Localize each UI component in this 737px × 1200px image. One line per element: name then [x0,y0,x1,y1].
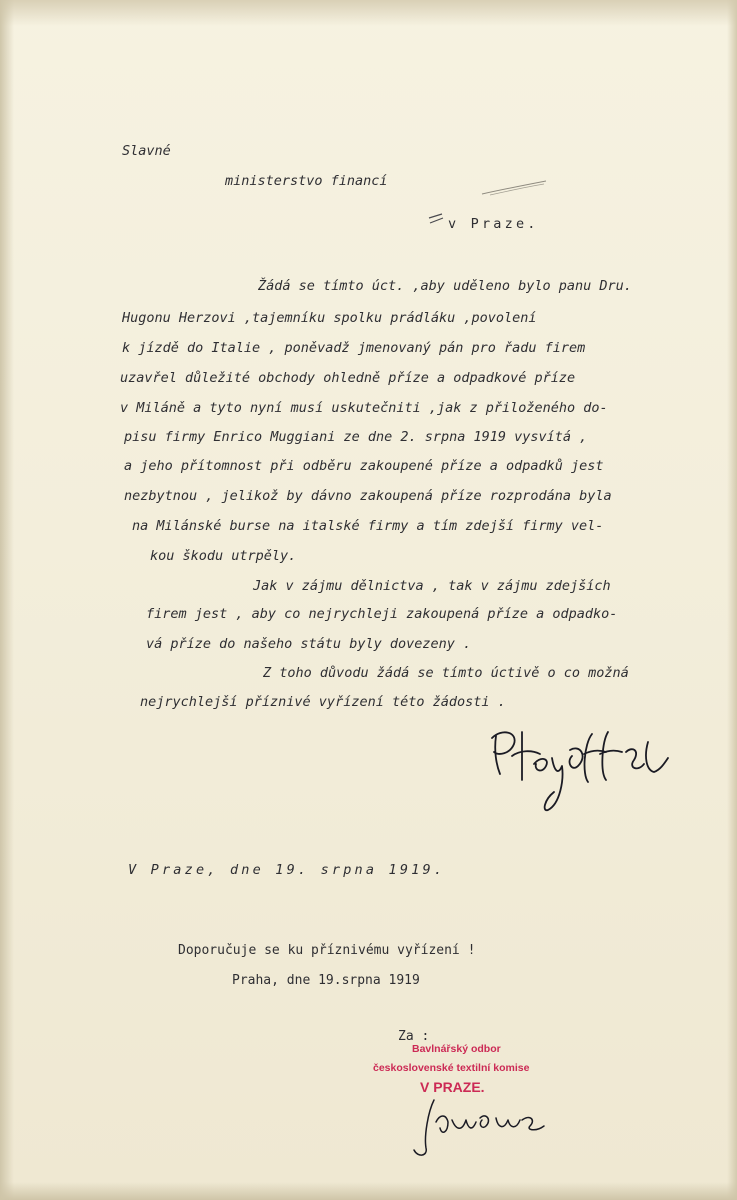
stamp-line-2: československé textilní komise [373,1062,530,1074]
salutation: Slavné [122,143,171,159]
body-line-11: Jak v zájmu dělnictva , tak v zájmu zdejších [253,578,611,594]
body-line-14: Z toho důvodu žádá se tímto úctivě o co možná [263,665,629,681]
endorsement-za: Za : [398,1029,430,1044]
body-line-8: nezbytnou , jelikož by dávno zakoupená příze rozprodána byla [124,488,612,504]
body-line-15: nejrychlejší příznivé vyřízení této žádosti . [140,694,506,710]
body-line-10: kou škodu utrpěly. [150,548,297,564]
body-line-6: pisu firmy Enrico Muggiani ze dne 2. srpna 1919 vysvítá , [124,429,588,445]
pencil-stroke-mark [480,178,550,198]
body-line-2: Hugonu Herzovi ,tajemníku spolku prádláku ,povolení [122,310,537,326]
body-line-4: uzavřel důležité obchody ohledně příze a odpadkové příze [120,370,576,386]
paper-edge-bottom [0,1182,737,1200]
paper-edge-right [727,0,737,1200]
city: v Praze. [448,216,539,232]
body-line-13: vá příze do našeho státu byly dovezeny . [146,636,472,652]
body-line-12: firem jest , aby co nejrychleji zakoupená příze a odpadko- [146,606,618,622]
endorsement-recommendation: Doporučuje se ku příznivému vyřízení ! [178,943,476,958]
handwritten-tick-mark [428,212,446,228]
body-line-3: k jízdě do Italie , poněvadž jmenovaný pán pro řadu firem [122,340,586,356]
recipient: ministerstvo financí [225,173,388,189]
stamp-line-3: V PRAZE. [420,1079,485,1095]
endorsement-date: Praha, dne 19.srpna 1919 [232,973,420,988]
paper-edge-left [0,0,14,1200]
body-line-5: v Miláně a tyto nyní musí uskutečniti ,jak z přiloženého do- [120,400,608,416]
paper-edge-top [0,0,737,26]
handwritten-signature-endorser [412,1092,552,1162]
stamp-line-1: Bavlnářský odbor [412,1043,501,1055]
body-line-1: Žádá se tímto úct. ,aby uděleno bylo panu Dru. [258,278,632,294]
handwritten-signature-applicant [488,720,678,816]
date-line: V Praze, dne 19. srpna 1919. [128,862,446,878]
body-line-7: a jeho přítomnost při odběru zakoupené příze a odpadků jest [124,458,604,474]
body-line-9: na Milánské burse na italské firmy a tím zdejší firmy vel- [132,518,604,534]
